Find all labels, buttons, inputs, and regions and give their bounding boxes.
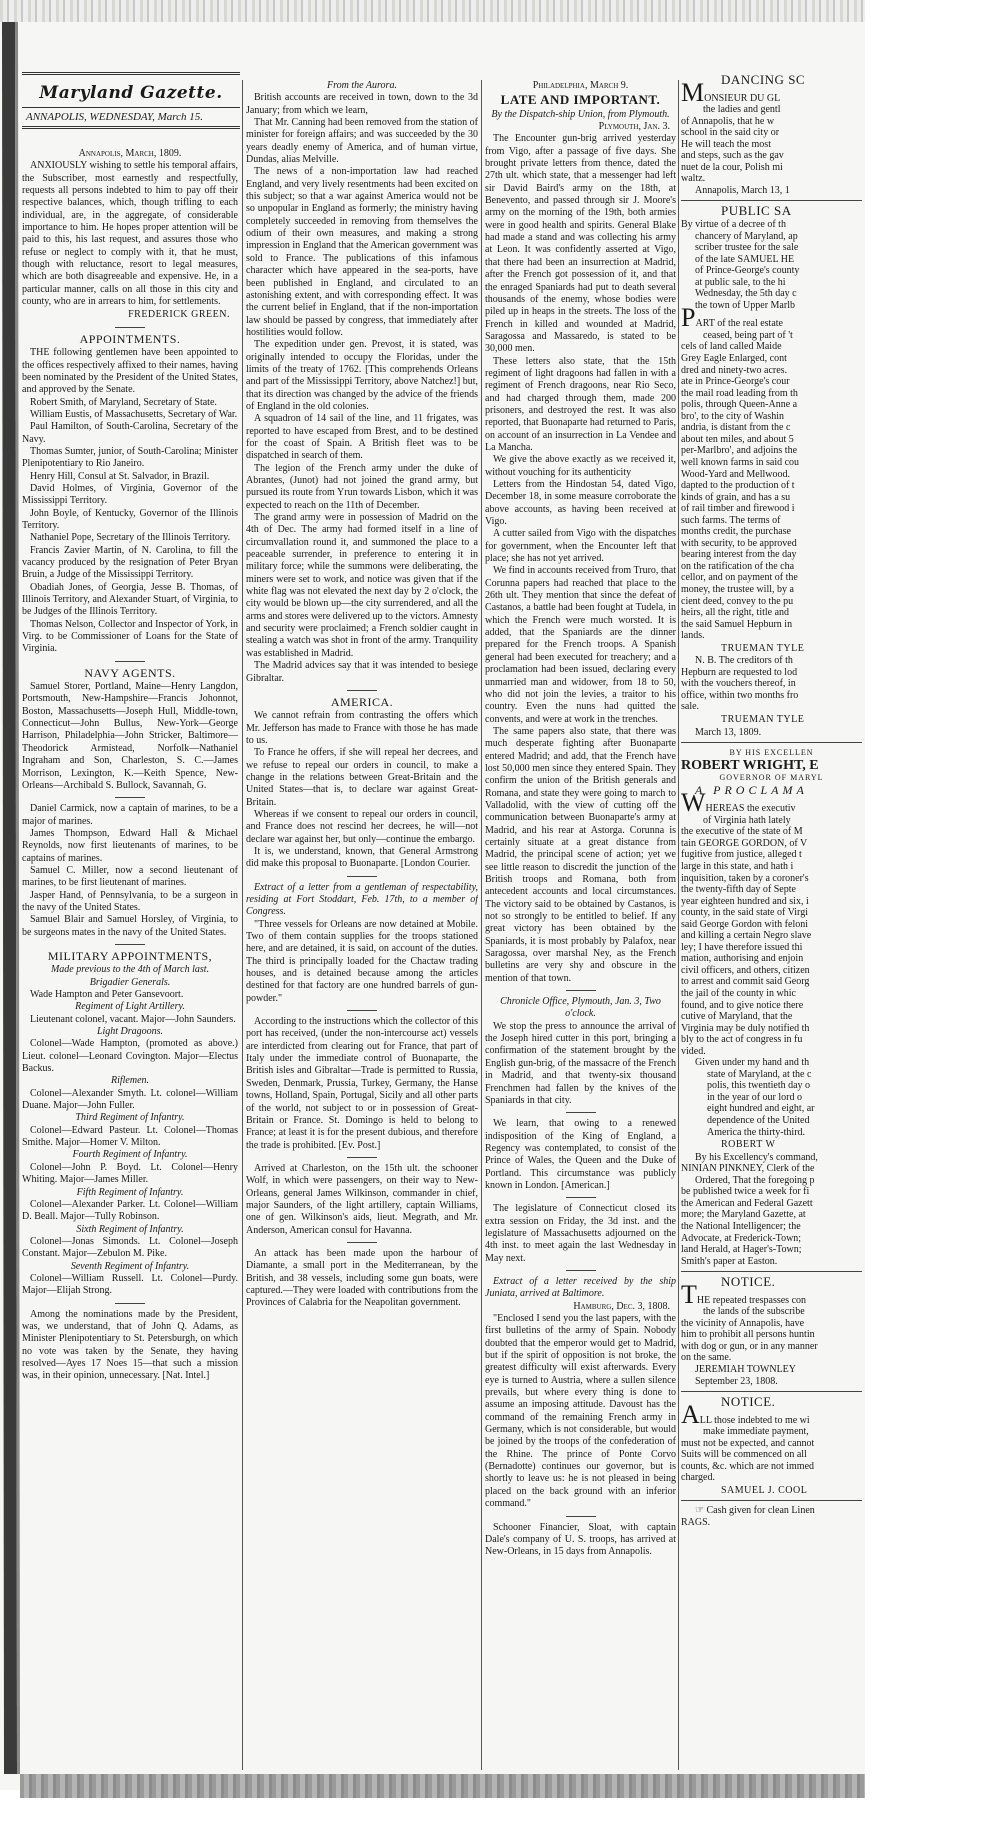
text-line: must not be expected, and cannot [681,1437,815,1449]
italic-subheading: Seventh Regiment of Infantry. [70,1260,190,1272]
text-line: By virtue of a decree of th [681,219,786,231]
text-line: sale. [681,701,700,713]
divider [115,327,145,328]
text-line: ate in Prince-George's cour [681,376,790,388]
divider [115,1303,145,1304]
text-line: tain GEORGE GORDON, of V [681,837,808,849]
text-line: RAGS. [681,1516,711,1528]
signature: FREDERICK GREEN. [128,309,230,321]
text-line: school in the said city or [681,127,780,139]
text-line: be published twice a week for fi [681,1186,810,1198]
paragraph: We stop the press to announce the arrival of the Joseph hired cutter in this port, bringing a confirmation of the statement brought by the English gun-brig, of the massacre of the French in Madrid, and that twenty-six thousand Frenchmen had fallen by the knives of the Spaniards in that city. [485,1020,676,1106]
paragraph: Samuel C. Miller, now a second lieutenant of marines, to be first lieutenant of marines. [22,864,238,889]
text-line: the said Samuel Hepburn in [681,618,793,630]
text-line: bro', to the city of Washin [681,410,785,422]
italic-subheading: Third Regiment of Infantry. [75,1112,185,1124]
text-line: and killing a certain Negro slave [681,930,812,942]
divider [115,797,145,798]
text-line: dred and ninety-two acres. [681,364,788,376]
divider [566,1112,596,1113]
paragraph: The grand army were in possession of Madrid on the 4th of Dec. The army had formed itself in a line of circumvallation round it, and summoned the place to a peaceable surrender, in preference to entering it in military force; while the summons were deliberating, the miners were set to work, and notice was given that if the white flag was not elevated the next day by 2 o'clock, the city would be blown up—the city surrendered, and all the arms and stores were delivered up to the victors. Amnesty and security were proclaimed; a French soldier caught in stealing a watch was shot in front of the army. Tranquility was established in Madrid. [246,512,478,659]
paragraph: Colonel—Alexander Parker. Lt. Colonel—William D. Beall. Major—Tully Robinson. [22,1198,238,1223]
italic-subheading: Light Dragoons. [96,1026,164,1038]
text-line: ☞ Cash given for clean Linen [695,1505,815,1517]
paragraph: We give the above exactly as we received it, without vouching for its authenticity [485,454,676,478]
paragraph: Paul Hamilton, of South-Carolina, Secretary of the Navy. [22,421,238,445]
divider [115,661,145,662]
divider [681,1500,862,1501]
text-line: the jail of the county in whic [681,988,796,1000]
column-divider [481,80,482,1770]
scan-top-edge [0,0,865,22]
text-line: September 23, 1808. [695,1375,778,1387]
text-line: in the year of our lord o [707,1091,802,1103]
text-line: polis, through Queen-Anne a [681,399,798,411]
paragraph: Colonel—Wade Hampton, (promoted as above.) Lieut. colonel—Leonard Covington. Major—Electus Backus. [22,1038,238,1075]
text-line: of rail timber and firewood i [681,503,795,515]
paragraph: Nathaniel Pope, Secretary of the Illinois Territory. [30,532,231,544]
text-line: Advocate, at Frederick-Town; [681,1232,802,1244]
paragraph: Jasper Hand, of Pennsylvania, to be a surgeon in the navy of the United States. [22,889,238,913]
text-line: charged. [681,1472,715,1484]
paragraph: We learn, that owing to a renewed indisposition of the King of England, a Regency was contemplated, to consist of the Prince of Wales, the Queen and the Duke of Portland. This circumstance was publicly known in London. [American.] [485,1118,676,1191]
text-line: eight hundred and eight, ar [707,1103,815,1115]
text-line: said George Gordon with feloni [681,918,809,930]
text-line: office, within two months fro [681,689,799,701]
italic-subheading: By the Dispatch-ship Union, from Plymouth. [491,108,670,120]
text-line: cels of land called Maide [681,341,782,353]
paragraph: Among the nominations made by the President, was, we understand, that of John Q. Adams, as Minister Plenipotentiary to St. Petersburgh, on which no vote was taken by the Senate, they having resolved—Ayes 17 Noes 15—that such a mission was, in their opinion, unnecessary. [Nat. Intel.] [22,1308,238,1382]
text-line: fugitive from justice, alleged t [681,849,802,861]
text-line: N. B. The creditors of th [695,655,793,667]
paragraph: Samuel Storer, Portland, Maine—Henry Langdon, Portsmouth, New-Hampshire—Francis Johonnot, Boston, Massachusetts—Joseph Hull, Middle-town, Connecticut—John Bullus, New-York—George Harrison, Philadelphia—John Stricker, Baltimore—Theodorick Armistead, Norfolk—Nathaniel Ingraham and Son, Charleston, S. C.—James Morrison, Lexington, K.—Keith Spence, New-Orleans—Archibald S. Bullock, Savannah, G. [22,681,238,791]
text-line: Given under my hand and th [695,1057,810,1069]
paragraph: Samuel Blair and Samuel Horsley, of Virginia, to be surgeons mates in the navy of the United States. [22,914,238,938]
text-line: PUBLIC SA [721,203,792,219]
text-line: DANCING SC [721,72,806,87]
text-line: BY HIS EXCELLEN [729,748,814,758]
paragraph: The expedition under gen. Prevost, it is stated, was originally intended to occupy the Floridas, under the limits of the treaty of 1762. [This comprehends Orleans and part of the Mississippi Territory, above Natchez!] but, that its direction was changed by the advice of the friends of England in the old colonies. [246,339,478,412]
italic-intro: Extract of a letter received by the ship Juniata, arrived at Baltimore. [485,1275,676,1300]
paragraph: Colonel—Alexander Smyth. Lt. colonel—William Duane. Major—John Fuller. [22,1087,238,1112]
italic-subheading: Made previous to the 4th of March last. [50,964,210,976]
text-line: of the late SAMUEL HE [695,253,795,265]
column-3 [485,80,676,1770]
paragraph: David Holmes, of Virginia, Governor of the Mississippi Territory. [22,482,238,507]
text-line: chancery of Maryland, ap [695,230,798,242]
paragraph: Schooner Financier, Sloat, with captain Dale's company of U. S. troops, has arrived at New-Orleans, in 15 days from Annapolis. [485,1521,676,1558]
text-line: Wednesday, the 5th day c [695,288,797,300]
text-line: dapted to the production of t [681,480,795,492]
text-line: land Herald, at Hager's-Town; [681,1244,802,1256]
text-line: JEREMIAH TOWNLEY [695,1363,797,1375]
text-line: to arrest and commit said Georg [681,976,810,988]
text-line: of Prince-George's county [695,265,800,277]
text-line: lands. [681,630,705,642]
text-line: waltz. [681,173,706,185]
text-line: the twenty-fifth day of Septe [681,884,796,896]
divider [566,1270,596,1271]
text-line: the lands of the subscribe [703,1306,805,1318]
text-line: make immediate payment, [703,1426,809,1438]
text-line: bly to the act of congress in fu [681,1034,803,1046]
paragraph: British accounts are received in town, down to the 3d January; from which we learn, [246,92,478,116]
text-line: the National Intelligencer; the [681,1220,801,1232]
divider [347,690,377,691]
paragraph: Colonel—William Russell. Lt. Colonel—Purdy. Major—Elijah Strong. [22,1272,238,1297]
paragraph: Thomas Nelson, Collector and Inspector of York, in Virg. to be Commissioner of Loans for the State of Virginia. [22,618,238,655]
paragraph: The Encounter gun-brig arrived yesterday from Vigo, after a passage of five days. She brought private letters from thence, dated the 27th ult. which state, that a messenger had left sir David Baird's army on the 18th, at Benevento, and passed through sir J. Moore's army on the morning of the 19th, both armies were in good health and spirits. General Blake had made a stand and was collecting his army at Leon. It was confidently asserted at Vigo, that there had been an insurrection at Madrid, after the French got possession of it, and that the enraged Spaniards had put to death several thousands of the enemy, whose bodies were piled up in heaps in the streets. The loss of the French in killed and wounded at Madrid, Saragossa and Massaredo, is stated to be 30,000 men. [485,133,676,355]
text-line: with security, to be approved [681,537,797,549]
divider [115,944,145,945]
text-line: cutive of Maryland, that the [681,1011,793,1023]
text-line: county, in the said state of Virgi [681,907,808,919]
paragraph: Wade Hampton and Peter Gansevoort. [30,989,184,1000]
text-line: year eighteen hundred and six, i [681,895,809,907]
text-line: scriber trustee for the sale [695,242,799,254]
text-line: about ten miles, and about 5 [681,433,794,445]
paragraph: The legislature of Connecticut closed its extra session on Friday, the 3d inst. and the legislature of Massachusetts adjourned on the 4th inst. to meet again the last Wednesday in May next. [485,1203,676,1264]
paragraph: The Madrid advices say that it was intended to besiege Gibraltar. [246,660,478,684]
column-4 [681,72,862,1770]
text-line: inquisition, taken by a coroner's [681,872,809,884]
divider [566,990,596,991]
text-line: WHEREAS the executiv [681,788,796,818]
divider [566,1197,596,1198]
paragraph: To France he offers, if she will repeal her decrees, and we refuse to repeal our orders in council, to make a change in the relations between Great-Britain and the United States—that is, to declare war against Great-Britain. [246,747,478,808]
text-line: ROBERT W [721,1139,776,1151]
column-divider [242,80,243,1770]
paragraph: Obadiah Jones, of Georgia, Jesse B. Thomas, of Illinois Territory, and Alexander Stuart, of Virginia, to be Judges of the Illinois Territory. [22,581,238,618]
text-line: ALL those indebted to me wi [681,1399,810,1429]
text-line: months credit, the purchase [681,526,791,538]
text-line: money, the trustee will, by a [681,583,794,595]
text-line: SAMUEL J. COOL [721,1484,808,1496]
paragraph: The same papers also state, that there was much desperate fighting after Buonaparte entered Madrid; and add, that the French have lost 50,000 men since they entered Spain. They confirm the union of the British generals and Romana, and state they were going to march to Valladolid, with the view of cutting off the communication between Buonaparte's army at Madrid, and his rear at Astorga. Corunna is certainly situate at a great distance from Madrid, the principal scene of action; yet we see little reason to discredit the junction of the British troops and Romana, both from antecedent accounts and local circumstances. The victory said to be obtained by Castanos, is not so strongly to be entitled to belief. If any great victory has been obtained by the Spaniards, it is most probably by Palafox, near Saragossa, over marshal Ney, as the French bulletins are very shy and obscure in the mention of that town. [485,725,676,984]
paragraph: Francis Zavier Martin, of N. Carolina, to fill the vacancy produced by the resignation of Peter Bryan Bruin, a Judge of the Mississippi Territory. [22,544,238,581]
section-heading: LATE AND IMPORTANT. [500,92,661,108]
paragraph: "Three vessels for Orleans are now detained at Mobile. Two of them contain supplies for the troops stationed here, and are detained, it is said, on account of the duties. The third is principally loaded for the Chactaw trading houses, and is detained because among the articles destined for that factory are one hundred barrels of gun-powder." [246,918,478,1004]
text-line: polis, this twentieth day o [707,1080,811,1092]
text-line: with the vouchers thereof, in [681,678,796,690]
text-line: ley; I have therefore issued thi [681,941,803,953]
divider [566,1516,596,1517]
divider [681,200,862,201]
paragraph: We cannot refrain from contrasting the offers which Mr. Jefferson has made to France with those he has made to us. [246,710,478,746]
text-line: ROBERT WRIGHT, E [681,757,819,773]
italic-subheading: Chronicle Office, Plymouth, Jan. 3, Two o'clock. [500,996,661,1020]
text-line: of Annapolis, that he w [681,115,775,127]
section-heading: NAVY AGENTS. [84,665,176,680]
text-line: A PROCLAMA [695,782,808,797]
text-line: andria, is distant from the c [681,422,791,434]
italic-subheading: Regiment of Light Artillery. [75,1001,185,1013]
column-2 [246,80,478,1770]
newspaper-title: Maryland Gazette. [22,72,240,108]
text-line: Grey Eagle Enlarged, cont [681,353,787,365]
paragraph: The news of a non-importation law had reached England, and very lively resentments had been excited on this subject; so that a war against America would not be so unpopular in England as formerly; the ministry having completely succeeded in removing from themselves the odium of their own measures, and making a strong impression in England that the American government was sold to France. The publications of this infamous character which have appeared in the sea-ports, have been published in England, and circulated to an astonishing extent, and with corresponding effect. It was the current belief in England, that if the non-importation law should be passed by congress, that immediately after hostilities would follow. [246,166,478,338]
text-line: vided. [681,1045,706,1057]
text-line: Virginia may be duly notified th [681,1022,810,1034]
paragraph: THE following gentlemen have been appointed to the offices respectively affixed to their names, having been nominated by the President of the United States, and approved by the Senate. [22,347,238,396]
paragraph: It is, we understand, known, that General Armstrong did make this proposal to Buonaparte. [London Courier. [246,845,478,870]
text-line: TRUEMAN TYLE [721,713,805,725]
text-line: ceased, being part of 't [703,329,793,341]
text-line: NINIAN PINKNEY, Clerk of the [681,1163,815,1175]
paragraph: Lieutenant colonel, vacant. Major—John Saunders. [30,1013,236,1025]
text-line: cellor, and on payment of the [681,572,798,584]
text-line: the American and Federal Gazett [681,1197,813,1209]
text-line: the executive of the state of M [681,826,803,838]
text-line: such farms. The terms of [681,514,781,526]
dateline: Philadelphia, March 9. [532,80,629,91]
section-heading: AMERICA. [330,694,394,709]
text-line: at public sale, to the hi [695,276,786,288]
text-line: heirs, all the right, title and [681,607,790,619]
divider [347,876,377,877]
dateline: Annapolis, March, 1809. [78,148,182,159]
paragraph: Colonel—Edward Pasteur. Lt. Colonel—Thomas Smithe. Major—Homer V. Milton. [22,1124,238,1149]
italic-subheading: Fourth Regiment of Infantry. [72,1149,188,1161]
text-line: Hepburn are requested to lod [681,666,798,678]
text-line: more; the Maryland Gazette, at [681,1209,806,1221]
issue-dateline: ANNAPOLIS, WEDNESDAY, March 15. [22,108,240,129]
text-line: on the same. [681,1352,732,1364]
text-line: NOTICE. [721,1394,776,1410]
paragraph: A squadron of 14 sail of the line, and 11 frigates, was reported to have escaped from Brest, and to be destined for the coast of Spain. A British fleet was to be dispatched in search of them. [246,413,478,462]
text-line: March 13, 1809. [695,726,762,738]
text-line: cient deed, convey to the pu [681,595,794,607]
italic-subheading: Fifth Regiment of Infantry. [76,1186,184,1198]
paragraph: Letters from the Hindostan 54, dated Vigo, December 18, in some measure corroborate the above accounts, as having been received at Vigo. [485,479,676,528]
text-line: and steps, such as the gav [681,150,784,162]
paragraph: A cutter sailed from Vigo with the dispatches for government, when the Encounter left that place; she has not yet arrived. [485,528,676,565]
text-line: NOTICE. [721,1274,776,1290]
text-line: the vicinity of Annapolis, have [681,1317,805,1329]
section-heading: APPOINTMENTS. [79,331,181,346]
paragraph: Arrived at Charleston, on the 15th ult. the schooner Wolf, in which were passengers, on their way to New-Orleans, general James Wilkinson, commander in chief, major Saunders, of the light artillery, captain Williams, one of gen. Wilkinson's aids, lieut. Megrath, and Mr. Anderson, American consul for Havanna. [246,1162,478,1236]
text-line: By his Excellency's command, [695,1151,818,1163]
paragraph: James Thompson, Edward Hall & Michael Reynolds, now first lieutenants of marines, to be captains of marines. [22,827,238,864]
divider [347,1157,377,1158]
text-line: counts, &c. which are not immed [681,1460,815,1472]
text-line: TRUEMAN TYLE [721,642,805,654]
paragraph: An attack has been made upon the harbour of Diamante, a small port in the Mediterranean, by the British, and 38 vessels, including some gun boats, were captured.—They were loaded with contributions from the Provinces of Calabria for the Neapolitan government. [246,1247,478,1309]
masthead [22,72,240,129]
text-line: state of Maryland, at the c [707,1068,812,1080]
text-line: with dog or gun, or in any manner [681,1340,818,1352]
paragraph: Daniel Carmick, now a captain of marines, to be a major of marines. [22,803,238,827]
italic-subheading: Brigadier Generals. [89,976,171,988]
paragraph: ANXIOUSLY wishing to settle his temporal affairs, the Subscriber, most earnestly and respectfully, requests all persons indebted to him to pay off their respective balances, which, though trifling to each individual, are, in the aggregate, of considerable importance to him. He hopes proper attention will be paid to this, his last request, and assures those who refuse or neglect to comply with it, that he must, though with reluctance, resort to legal measures, which are both disagreeable and expensive. He, in a particular manner, calls on all those in this city and county, who are in arrears to him, for settlements. [22,160,238,308]
divider [681,742,862,743]
paragraph: These letters also state, that the 15th regiment of light dragoons had fallen in with a regiment of French dragoons, near Rio Seco, and had charged through them, made 200 prisoners, and destroyed the rest. It was also reported, that Buonaparte had returned to Paris, on account of an insurrection in La Vendee and La Mancha. [485,355,676,453]
paragraph: According to the instructions which the collector of this port has received, (under the non-intercourse act) vessels are interdicted from clearing out for France, that part of Italy under the immediate control of Buonaparte, the British isles and Gibraltar—Trade is permitted to Russia, Sweden, Denmark, Prussia, Turkey, Germany, the Hanse towns, Holland, Spain, Portugal, Sicily and all other parts of the world, not subject to or in possession of Great-Britain or France. St. Domingo is held to belong to France; at least it is for the present dubious, and therefore the trade is prohibited. [Ev. Post.] [246,1016,478,1151]
text-line: kinds of grain, and has a su [681,491,791,503]
text-line: well known farms in said cou [681,456,800,468]
paragraph: Whereas if we consent to repeal our orders in council, and France does not rescind her decrees, he will—not declare war against her, but only—continue the embargo. [246,808,478,845]
text-line: nuet de la cour, Polish mi [681,161,783,173]
scan-bottom-edge [20,1774,865,1798]
italic-intro: Extract of a letter from a gentleman of respectability, residing at Fort Stoddart, Feb. 17th, to a member of Congress. [246,881,478,918]
divider [681,1391,862,1392]
text-line: He will teach the most [681,138,771,150]
text-line: Ordered, That the foregoing p [695,1174,815,1186]
text-line: PART of the real estate [681,303,783,333]
paragraph: "Enclosed I send you the last papers, with the first bulletins of the army of Spain. Nobody doubted that the emperor would get to Madrid, but if the spirit of opposition is not broke, the greatest difficulty will exist afterwards. Every eye is turned to Austria, where a sullen silence prevails, but where every thing is done to assume an imposing attitude. Davoust has the command of the remaining French army in Germany, which is not considerable, but would be joined by the troops of the confederation of the Rhine. The prince of Ponte Corvo (Bernadotte) continues our governor, but is shortly to leave us: he is not pleased in being placed on the back ground with an inferior command." [485,1313,676,1510]
divider [681,1271,862,1272]
text-line: per-Marlbro', and adjoins the [681,445,798,457]
column-divider [678,80,679,1770]
text-line: THE repeated trespasses con [681,1279,807,1309]
text-line: MONSIEUR DU GL [681,77,781,107]
text-line: him to prohibit all persons huntin [681,1329,815,1341]
text-line: America the thirty-third. [707,1126,806,1138]
section-heading: MILITARY APPOINTMENTS, [47,948,213,963]
text-line: civil officers, and others, citizen [681,964,810,976]
text-line: Wood-Yard and Mellwood. [681,468,791,480]
italic-subheading: Riflemen. [110,1075,150,1087]
paragraph: Colonel—John P. Boyd. Lt. Colonel—Henry Whiting. Major—James Miller. [22,1161,238,1186]
italic-subheading: Sixth Regiment of Infantry. [76,1223,184,1235]
paragraph: John Boyle, of Kentucky, Governor of the Illinois Territory. [22,507,238,531]
italic-subheading: From the Aurora. [327,80,397,91]
scan-binding-shadow [0,0,20,1832]
text-line: the mail road leading from th [681,387,798,399]
text-line: large in this state, and hath i [681,861,794,872]
paragraph: Robert Smith, of Maryland, Secretary of State. [30,396,217,408]
paragraph: William Eustis, of Massachusetts, Secretary of War. [30,408,238,420]
text-line: Annapolis, March 13, 1 [695,184,790,196]
paragraph: We find in accounts received from Truro, that Corunna papers had reached that place to the 26th ult. They mention that since the defeat of Castanos, a battle had been fought at Tudela, in which the French were much worsted. It is added, that the Spaniards are the dinner prepared for the French troops. A Spanish general had been executed for treachery; and a proclamation had been issued, declaring every unmarried man and widower, from 18 to 50, who did not join the levies, a traitor to his country. Even the nuns had quitted the convents, and were at work in the trenches. [485,565,676,725]
text-line: dependence of the United [707,1115,810,1127]
divider [347,1010,377,1011]
text-line: Smith's paper at Easton. [681,1255,778,1267]
dateline: Hamburg, Dec. 3, 1808. [573,1300,670,1312]
text-line: found, and to give notice there [681,999,804,1011]
paragraph: Henry Hill, Consul at St. Salvador, in Brazil. [30,470,210,482]
text-line: Suits will be commenced on all [681,1449,807,1461]
divider [347,1242,377,1243]
column-1 [22,148,238,1770]
text-line: the town of Upper Marlb [695,299,795,311]
text-line: bearing interest from the day [681,549,797,561]
paragraph: Colonel—Jonas Simonds. Lt. Colonel—Joseph Constant. Major—Zebulon M. Pike. [22,1235,238,1260]
paragraph: Thomas Sumter, junior, of South-Carolina; Minister Plenipotentiary to Rio Janeiro. [22,445,238,470]
text-line: mation, authorising and enjoin [681,953,804,965]
text-line: on the ratification of the cha [681,560,795,572]
paragraph: The legion of the French army under the duke of Abrantes, (Junot) had not joined the grand army, but pursued its route from Yrun towards Lisbon, which it was expected to reach on the 11th of December. [246,462,478,511]
text-line: GOVERNOR OF MARYL [719,773,824,783]
dateline: Plymouth, Jan. 3. [598,121,670,133]
text-line: the ladies and gentl [703,104,781,116]
text-line: of Virginia hath lately [703,814,791,826]
paragraph: That Mr. Canning had been removed from the station of minister for foreign affairs; and was succeeded by the 30 years deadly enemy of America, and of human virtue, Dundas, alias Melville. [246,117,478,166]
